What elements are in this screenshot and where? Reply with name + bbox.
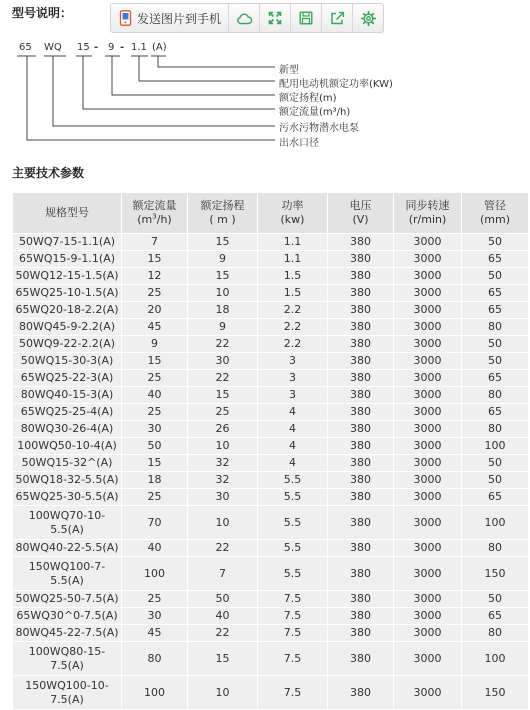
col-header-flow-unit-tail: /h) bbox=[156, 213, 172, 226]
cell-diameter: 150 bbox=[462, 676, 529, 710]
col-header-diameter bbox=[462, 193, 529, 234]
cell-voltage: 380 bbox=[328, 625, 394, 642]
cell-diameter: 80 bbox=[462, 540, 529, 557]
cell-power: 2.2 bbox=[258, 336, 328, 353]
legend-motor-power: 配用电动机额定功率(KW) bbox=[279, 79, 393, 90]
cell-power: 2.2 bbox=[258, 302, 328, 319]
model-heading: 型号说明： bbox=[12, 6, 73, 20]
cell-voltage: 380 bbox=[328, 676, 394, 710]
col-header-diameter-unit: (mm) bbox=[479, 213, 510, 226]
model-code-diagram bbox=[0, 36, 530, 156]
cell-speed: 3000 bbox=[394, 676, 462, 710]
cell-model: 150WQ100-10- 7.5(A) bbox=[13, 676, 122, 710]
table-row bbox=[13, 472, 529, 489]
code-part-new: (A) bbox=[152, 42, 167, 53]
cell-diameter: 65 bbox=[462, 285, 529, 302]
cell-speed: 3000 bbox=[394, 421, 462, 438]
cell-head: 7 bbox=[188, 557, 258, 591]
cell-model: 150WQ100-7- 5.5(A) bbox=[13, 557, 122, 591]
cell-speed: 3000 bbox=[394, 642, 462, 676]
cell-head: 9 bbox=[188, 319, 258, 336]
code-part-power: 1.1 bbox=[131, 42, 147, 53]
table-row bbox=[13, 353, 529, 370]
cell-speed: 3000 bbox=[394, 438, 462, 455]
legend-outlet-diameter: 出水口径 bbox=[279, 138, 319, 149]
cell-diameter: 65 bbox=[462, 404, 529, 421]
cell-power: 4 bbox=[258, 438, 328, 455]
cell-voltage: 380 bbox=[328, 285, 394, 302]
cell-power: 7.5 bbox=[258, 642, 328, 676]
table-row bbox=[13, 676, 529, 710]
cell-power: 5.5 bbox=[258, 506, 328, 540]
cell-head: 22 bbox=[188, 370, 258, 387]
image-toolbar bbox=[110, 3, 384, 33]
send-to-phone-button[interactable] bbox=[111, 4, 228, 32]
cell-speed: 3000 bbox=[394, 404, 462, 421]
cell-diameter: 65 bbox=[462, 608, 529, 625]
cell-diameter: 65 bbox=[462, 489, 529, 506]
cell-flow: 30 bbox=[122, 421, 188, 438]
table-row bbox=[13, 642, 529, 676]
cell-head: 18 bbox=[188, 302, 258, 319]
code-part-head: 9 bbox=[108, 42, 115, 53]
cell-voltage: 380 bbox=[328, 506, 394, 540]
cell-flow: 30 bbox=[122, 608, 188, 625]
cell-flow: 40 bbox=[122, 387, 188, 404]
code-dash-2: - bbox=[120, 42, 125, 53]
cell-speed: 3000 bbox=[394, 506, 462, 540]
table-row bbox=[13, 370, 529, 387]
cell-diameter: 50 bbox=[462, 591, 529, 608]
cell-power: 1.1 bbox=[258, 234, 328, 251]
cell-head: 15 bbox=[188, 642, 258, 676]
table-row bbox=[13, 455, 529, 472]
cell-head: 26 bbox=[188, 421, 258, 438]
cell-power: 4 bbox=[258, 404, 328, 421]
settings-button[interactable] bbox=[352, 4, 383, 32]
cell-diameter: 80 bbox=[462, 625, 529, 642]
cell-speed: 3000 bbox=[394, 387, 462, 404]
code-part-flow: 15 bbox=[77, 42, 90, 53]
cell-head: 32 bbox=[188, 472, 258, 489]
cell-flow: 100 bbox=[122, 557, 188, 591]
cell-speed: 3000 bbox=[394, 234, 462, 251]
cell-model: 50WQ18-32-5.5(A) bbox=[13, 472, 122, 489]
cell-head: 30 bbox=[188, 489, 258, 506]
cell-model: 50WQ15-30-3(A) bbox=[13, 353, 122, 370]
col-header-power bbox=[258, 193, 328, 234]
col-header-flow-unit-base: (m bbox=[137, 213, 153, 226]
cell-head: 22 bbox=[188, 336, 258, 353]
phone-send-icon bbox=[119, 10, 132, 26]
cell-voltage: 380 bbox=[328, 251, 394, 268]
cell-diameter: 65 bbox=[462, 302, 529, 319]
params-heading: 主要技术参数 bbox=[12, 166, 85, 180]
cell-flow: 25 bbox=[122, 404, 188, 421]
cell-voltage: 380 bbox=[328, 421, 394, 438]
cell-diameter: 50 bbox=[462, 353, 529, 370]
table-row bbox=[13, 421, 529, 438]
cell-model: 50WQ12-15-1.5(A) bbox=[13, 268, 122, 285]
table-row bbox=[13, 540, 529, 557]
cell-flow: 15 bbox=[122, 251, 188, 268]
gear-icon bbox=[361, 11, 376, 26]
cell-flow: 50 bbox=[122, 438, 188, 455]
cell-voltage: 380 bbox=[328, 591, 394, 608]
table-row bbox=[13, 234, 529, 251]
cell-speed: 3000 bbox=[394, 353, 462, 370]
col-header-head bbox=[188, 193, 258, 234]
col-header-voltage-unit: (V) bbox=[352, 213, 369, 226]
cell-diameter: 50 bbox=[462, 234, 529, 251]
cell-voltage: 380 bbox=[328, 353, 394, 370]
cell-diameter: 65 bbox=[462, 370, 529, 387]
col-header-flow-unit-sup: 3 bbox=[152, 212, 157, 221]
col-header-speed-unit: (r/min) bbox=[408, 213, 447, 226]
legend-rated-head: 额定扬程(m) bbox=[279, 93, 337, 104]
cell-flow: 80 bbox=[122, 642, 188, 676]
cell-diameter: 100 bbox=[462, 642, 529, 676]
cell-head: 10 bbox=[188, 676, 258, 710]
table-row bbox=[13, 438, 529, 455]
cloud-icon bbox=[236, 12, 253, 25]
legend-pump-type: 污水污物潜水电泵 bbox=[279, 123, 359, 134]
cell-flow: 25 bbox=[122, 370, 188, 387]
cell-model: 65WQ15-9-1.1(A) bbox=[13, 251, 122, 268]
cell-voltage: 380 bbox=[328, 319, 394, 336]
cell-diameter: 50 bbox=[462, 472, 529, 489]
cell-voltage: 380 bbox=[328, 234, 394, 251]
cell-power: 5.5 bbox=[258, 472, 328, 489]
cell-head: 9 bbox=[188, 251, 258, 268]
col-header-head-unit: ( m ) bbox=[209, 213, 236, 226]
cell-flow: 40 bbox=[122, 540, 188, 557]
col-header-voltage-label: 电压 bbox=[349, 199, 372, 212]
cell-voltage: 380 bbox=[328, 540, 394, 557]
cell-model: 100WQ70-10- 5.5(A) bbox=[13, 506, 122, 540]
cell-model: 50WQ7-15-1.1(A) bbox=[13, 234, 122, 251]
cell-flow: 45 bbox=[122, 625, 188, 642]
col-header-flow-label: 额定流量 bbox=[132, 199, 177, 212]
col-header-speed bbox=[394, 193, 462, 234]
cell-speed: 3000 bbox=[394, 285, 462, 302]
cell-model: 65WQ25-10-1.5(A) bbox=[13, 285, 122, 302]
cell-model: 65WQ25-25-4(A) bbox=[13, 404, 122, 421]
table-row bbox=[13, 506, 529, 540]
expand-icon bbox=[268, 11, 282, 25]
col-header-speed-label: 同步转速 bbox=[405, 199, 450, 212]
cell-head: 10 bbox=[188, 438, 258, 455]
table-row bbox=[13, 608, 529, 625]
cell-flow: 25 bbox=[122, 591, 188, 608]
cell-power: 3 bbox=[258, 387, 328, 404]
table-row bbox=[13, 319, 529, 336]
table-row bbox=[13, 336, 529, 353]
cell-flow: 12 bbox=[122, 268, 188, 285]
cell-flow: 20 bbox=[122, 302, 188, 319]
cell-voltage: 380 bbox=[328, 268, 394, 285]
cell-head: 15 bbox=[188, 268, 258, 285]
cell-model: 65WQ25-22-3(A) bbox=[13, 370, 122, 387]
code-dash-1: - bbox=[94, 42, 99, 53]
cell-model: 80WQ45-9-2.2(A) bbox=[13, 319, 122, 336]
cell-speed: 3000 bbox=[394, 302, 462, 319]
cell-head: 22 bbox=[188, 625, 258, 642]
cell-model: 50WQ9-22-2.2(A) bbox=[13, 336, 122, 353]
cell-flow: 70 bbox=[122, 506, 188, 540]
model-code-leader-lines bbox=[0, 36, 530, 156]
save-button[interactable] bbox=[290, 4, 321, 32]
cell-flow: 7 bbox=[122, 234, 188, 251]
table-row bbox=[13, 625, 529, 642]
cell-flow: 25 bbox=[122, 489, 188, 506]
cell-power: 7.5 bbox=[258, 591, 328, 608]
cell-model: 50WQ25-50-7.5(A) bbox=[13, 591, 122, 608]
cell-speed: 3000 bbox=[394, 540, 462, 557]
code-part-type: WQ bbox=[44, 42, 62, 53]
cell-voltage: 380 bbox=[328, 438, 394, 455]
cell-power: 3 bbox=[258, 370, 328, 387]
share-icon bbox=[330, 11, 345, 25]
col-header-power-label: 功率 bbox=[281, 199, 304, 212]
cell-speed: 3000 bbox=[394, 268, 462, 285]
cell-speed: 3000 bbox=[394, 557, 462, 591]
cell-flow: 15 bbox=[122, 455, 188, 472]
cell-diameter: 80 bbox=[462, 421, 529, 438]
code-part-diameter: 65 bbox=[19, 42, 32, 53]
cell-model: 65WQ30^0-7.5(A) bbox=[13, 608, 122, 625]
cell-power: 1.1 bbox=[258, 251, 328, 268]
cell-voltage: 380 bbox=[328, 336, 394, 353]
cell-head: 10 bbox=[188, 285, 258, 302]
cell-power: 3 bbox=[258, 353, 328, 370]
cell-diameter: 100 bbox=[462, 438, 529, 455]
cell-model: 80WQ40-22-5.5(A) bbox=[13, 540, 122, 557]
cell-flow: 45 bbox=[122, 319, 188, 336]
cell-speed: 3000 bbox=[394, 319, 462, 336]
table-row bbox=[13, 591, 529, 608]
expand-button[interactable] bbox=[259, 4, 290, 32]
cell-speed: 3000 bbox=[394, 251, 462, 268]
cell-head: 32 bbox=[188, 455, 258, 472]
legend-new-type: 新型 bbox=[279, 65, 299, 76]
col-header-model bbox=[13, 193, 122, 234]
cell-model: 80WQ45-22-7.5(A) bbox=[13, 625, 122, 642]
cell-flow: 100 bbox=[122, 676, 188, 710]
cell-power: 1.5 bbox=[258, 268, 328, 285]
table-row bbox=[13, 285, 529, 302]
cell-voltage: 380 bbox=[328, 557, 394, 591]
cell-model: 80WQ30-26-4(A) bbox=[13, 421, 122, 438]
cell-model: 65WQ20-18-2.2(A) bbox=[13, 302, 122, 319]
cell-power: 2.2 bbox=[258, 319, 328, 336]
cell-voltage: 380 bbox=[328, 472, 394, 489]
cell-diameter: 150 bbox=[462, 557, 529, 591]
cell-head: 40 bbox=[188, 608, 258, 625]
col-header-head-label: 额定扬程 bbox=[200, 199, 245, 212]
cell-voltage: 380 bbox=[328, 370, 394, 387]
cell-model: 50WQ15-32^(A) bbox=[13, 455, 122, 472]
cell-voltage: 380 bbox=[328, 302, 394, 319]
table-header-row bbox=[13, 193, 529, 234]
cell-power: 5.5 bbox=[258, 540, 328, 557]
cell-speed: 3000 bbox=[394, 472, 462, 489]
cell-power: 4 bbox=[258, 455, 328, 472]
cell-voltage: 380 bbox=[328, 489, 394, 506]
cell-flow: 18 bbox=[122, 472, 188, 489]
cell-voltage: 380 bbox=[328, 387, 394, 404]
cell-speed: 3000 bbox=[394, 591, 462, 608]
cell-speed: 3000 bbox=[394, 455, 462, 472]
col-header-power-unit: (kw) bbox=[280, 213, 305, 226]
cell-speed: 3000 bbox=[394, 489, 462, 506]
table-body bbox=[13, 234, 529, 710]
cell-head: 30 bbox=[188, 353, 258, 370]
cell-power: 7.5 bbox=[258, 676, 328, 710]
cell-speed: 3000 bbox=[394, 608, 462, 625]
save-icon bbox=[299, 11, 313, 25]
cell-head: 15 bbox=[188, 234, 258, 251]
cell-speed: 3000 bbox=[394, 336, 462, 353]
cell-speed: 3000 bbox=[394, 625, 462, 642]
cell-power: 7.5 bbox=[258, 608, 328, 625]
cloud-button[interactable] bbox=[228, 4, 259, 32]
cell-head: 10 bbox=[188, 506, 258, 540]
cell-power: 7.5 bbox=[258, 625, 328, 642]
cell-flow: 15 bbox=[122, 353, 188, 370]
cell-diameter: 80 bbox=[462, 387, 529, 404]
table-row bbox=[13, 404, 529, 421]
cell-voltage: 380 bbox=[328, 455, 394, 472]
params-table bbox=[12, 192, 529, 710]
cell-diameter: 80 bbox=[462, 319, 529, 336]
table-row bbox=[13, 268, 529, 285]
cell-voltage: 380 bbox=[328, 642, 394, 676]
send-to-phone-label: 发送图片到手机 bbox=[137, 11, 222, 26]
table-row bbox=[13, 302, 529, 319]
cell-power: 1.5 bbox=[258, 285, 328, 302]
cell-diameter: 100 bbox=[462, 506, 529, 540]
table-row bbox=[13, 557, 529, 591]
cell-model: 65WQ25-30-5.5(A) bbox=[13, 489, 122, 506]
cell-flow: 25 bbox=[122, 285, 188, 302]
table-row bbox=[13, 489, 529, 506]
cell-voltage: 380 bbox=[328, 404, 394, 421]
cell-voltage: 380 bbox=[328, 608, 394, 625]
cell-diameter: 50 bbox=[462, 268, 529, 285]
cell-head: 25 bbox=[188, 404, 258, 421]
cell-diameter: 50 bbox=[462, 455, 529, 472]
cell-head: 22 bbox=[188, 540, 258, 557]
cell-power: 4 bbox=[258, 421, 328, 438]
cell-model: 100WQ80-15- 7.5(A) bbox=[13, 642, 122, 676]
cell-power: 5.5 bbox=[258, 557, 328, 591]
col-header-model-label: 规格型号 bbox=[45, 206, 89, 219]
cell-model: 80WQ40-15-3(A) bbox=[13, 387, 122, 404]
table-row bbox=[13, 251, 529, 268]
cell-power: 5.5 bbox=[258, 489, 328, 506]
cell-diameter: 65 bbox=[462, 251, 529, 268]
cell-flow: 9 bbox=[122, 336, 188, 353]
cell-head: 15 bbox=[188, 387, 258, 404]
col-header-diameter-label: 管径 bbox=[484, 199, 506, 212]
cell-head: 50 bbox=[188, 591, 258, 608]
legend-rated-flow: 额定流量(m³/h) bbox=[279, 107, 351, 118]
cell-model: 100WQ50-10-4(A) bbox=[13, 438, 122, 455]
table-row bbox=[13, 387, 529, 404]
cell-diameter: 50 bbox=[462, 336, 529, 353]
share-button[interactable] bbox=[321, 4, 352, 32]
col-header-flow bbox=[122, 193, 188, 234]
cell-speed: 3000 bbox=[394, 370, 462, 387]
col-header-voltage bbox=[328, 193, 394, 234]
